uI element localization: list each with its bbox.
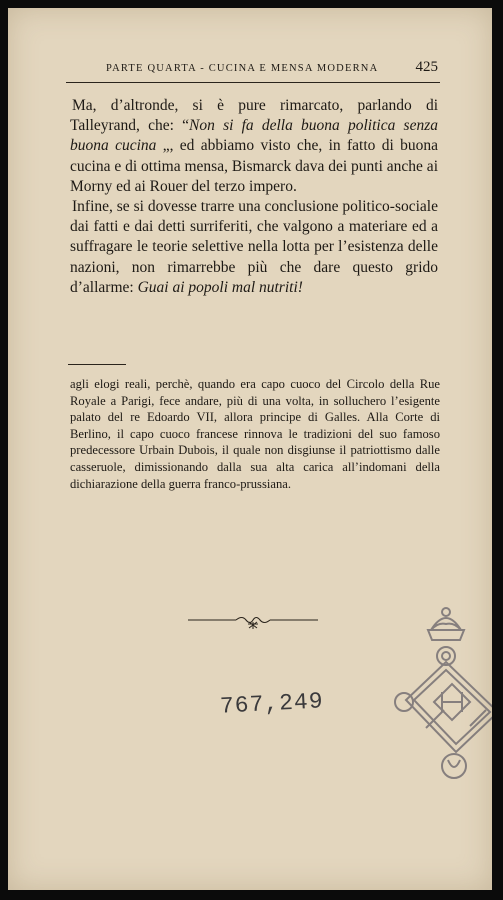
page-number: 425	[415, 59, 438, 75]
paragraph-text: Infine, se si dovesse trarre una conclusione politico-sociale dai fatti e dai detti surriferiti, che valgono a materiare ed a suffragare le teorie selettive nella lotta per l’esistenza delle nazioni, non rimarrebbe più che dare questo grido d’allarme:	[70, 198, 438, 296]
tailpiece-ornament	[188, 611, 318, 631]
paragraph	[70, 197, 438, 298]
footnote-rule	[68, 364, 126, 365]
book-page	[8, 8, 492, 890]
inventory-number: 767,249	[219, 688, 325, 720]
footnote-paragraph: agli elogi reali, perchè, quando era capo cuoco del Circolo della Rue Royale a Parigi, fece andare, più di una volta, in solluchero l’esigente palato del re Edoardo VII, allora principe di Galles. Alla Corte di Berlino, il capo cuoco francese rinnova le tradizioni del suo famoso predecessore Urbain Dubois, il quale non disgiunse il patriottismo dalle casseruole, dimissionando dalla sua alta carica all’indomani della dichiarazione della guerra franco-prussiana.	[70, 377, 440, 491]
library-stamp-icon	[386, 600, 492, 790]
main-text	[70, 96, 438, 298]
paragraph-text: „, ed abbiamo visto che, in fatto di buona cucina e di ottima mensa, Bismarck dava dei punti anche ai Morny ed ai Rouer del terzo impero.	[70, 137, 438, 195]
paragraph	[70, 96, 438, 197]
running-title: PARTE QUARTA - CUCINA E MENSA MODERNA	[106, 63, 379, 74]
footnote	[70, 376, 440, 492]
italic-quote: Guai ai popoli mal nutriti!	[137, 278, 303, 296]
italic-quote: Non si fa della buona politica senza buona cucina	[70, 117, 439, 155]
paragraph-text: Ma, d’altronde, si è pure rimarcato, parlando di Talleyrand, che: “	[70, 97, 438, 135]
running-header	[66, 59, 440, 79]
header-rule	[66, 82, 440, 83]
